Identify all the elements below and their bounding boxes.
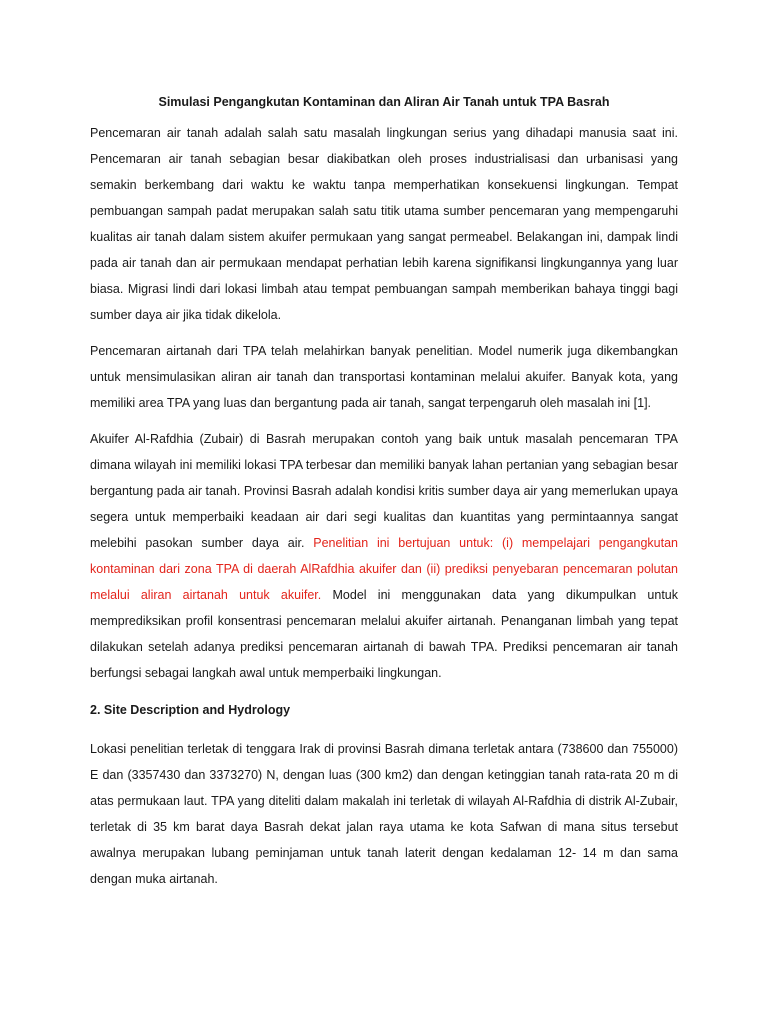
paragraph-site-description: Lokasi penelitian terletak di tenggara Irak di provinsi Basrah dimana terletak antara (738600 dan 755000) E dan (3357430 dan 3373270) N, dengan luas (300 km2) dan dengan ketinggian tanah rata-rata 20 m di atas permukaan laut. TPA yang diteliti dalam makalah ini terletak di wilayah Al-Rafdhia di distrik Al-Zubair, terletak di 35 km barat daya Basrah dekat jalan raya utama ke kota Safwan di mana situs tersebut awalnya merupakan lubang peminjaman untuk tanah laterit dengan kedalaman 12- 14 m dan sama dengan muka airtanah. — [90, 742, 678, 886]
research-objective-highlight: Penelitian ini bertujuan untuk: (i) mempelajari pengangkutan kontaminan dari zona TPA di daerah AlRafdhia akuifer dan (ii) prediksi penyebaran pencemaran polutan melalui aliran airtanah untuk akuifer. — [90, 536, 679, 602]
document-page — [90, 92, 678, 902]
section-heading: 2. Site Description and Hydrology — [90, 703, 291, 717]
paragraph-aquifer-text-continued: Model ini menggunakan data yang dikumpulkan untuk memprediksikan profil konsentrasi pencemaran melalui akuifer airtanah. Penanganan limbah yang tepat dilakukan setelah adanya prediksi pencemaran airtanah di bawah TPA. Prediksi pencemaran air tanah berfungsi sebagai langkah awal untuk memperbaiki lingkungan. — [90, 588, 678, 680]
paragraph-aquifer — [90, 426, 678, 686]
document-title: Simulasi Pengangkutan Kontaminan dan Aliran Air Tanah untuk TPA Basrah — [158, 95, 610, 109]
paragraph-aquifer-text: Akuifer Al-Rafdhia (Zubair) di Basrah merupakan contoh yang baik untuk masalah pencemaran TPA dimana wilayah ini memiliki lokasi TPA terbesar dan memiliki banyak lahan pertanian yang sebagian besar bergantung pada air tanah. Provinsi Basrah adalah kondisi kritis sumber daya air yang memerlukan upaya segera untuk memperbaiki keadaan air dari segi kualitas dan kuantitas yang permintaannya sangat melebihi pasokan sumber daya air. — [90, 432, 678, 550]
paragraph-intro: Pencemaran air tanah adalah salah satu masalah lingkungan serius yang dihadapi manusia saat ini. Pencemaran air tanah sebagian besar diakibatkan oleh proses industrialisasi dan urbanisasi yang semakin berkembang dari waktu ke waktu tanpa memperhatikan konsekuensi lingkungan. Tempat pembuangan sampah padat merupakan salah satu titik utama sumber pencemaran yang mempengaruhi kualitas air tanah dalam sistem akuifer permukaan yang sangat permeabel. Belakangan ini, dampak lindi pada air tanah dan air permukaan mendapat perhatian lebih karena signifikansi lingkungannya yang luar biasa. Migrasi lindi dari lokasi limbah atau tempat pembuangan sampah memberikan bahaya tinggi bagi sumber daya air jika tidak dikelola. — [90, 126, 678, 322]
paragraph-research: Pencemaran airtanah dari TPA telah melahirkan banyak penelitian. Model numerik juga dikembangkan untuk mensimulasikan aliran air tanah dan transportasi kontaminan melalui akuifer. Banyak kota, yang memiliki area TPA yang luas dan bergantung pada air tanah, sangat terpengaruh oleh masalah ini [1]. — [90, 344, 678, 410]
